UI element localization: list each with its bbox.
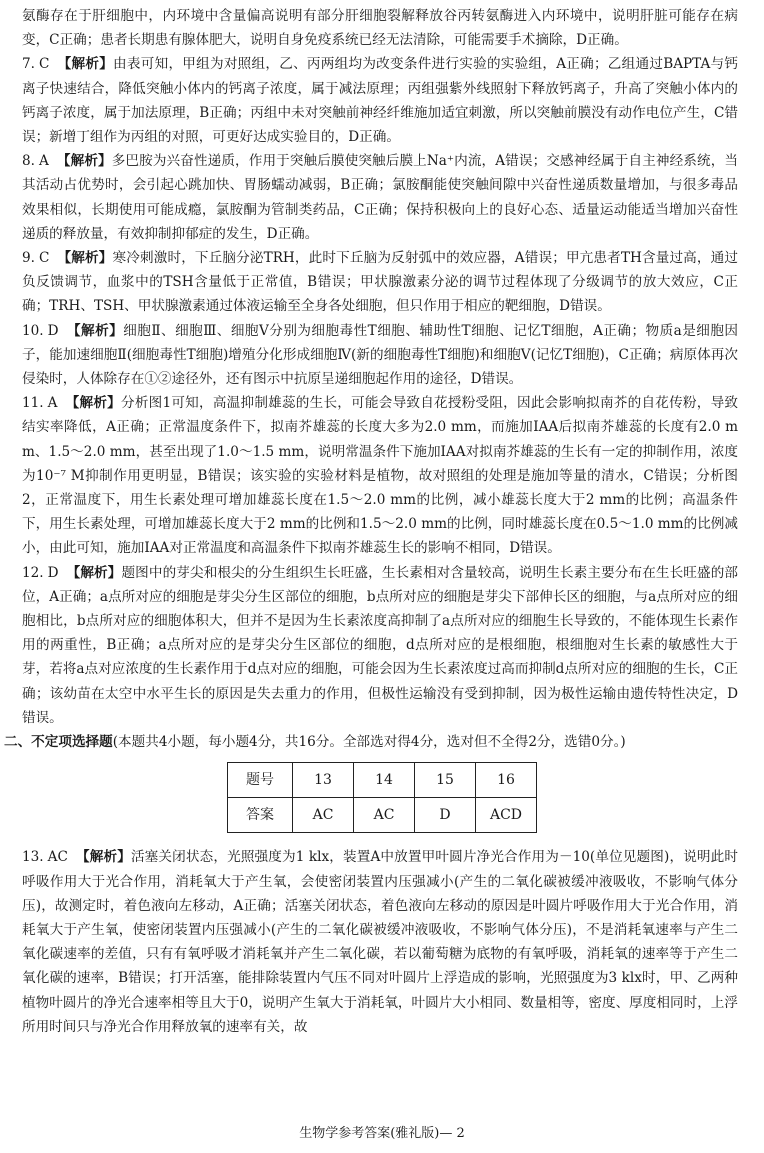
explanation-item-10 <box>0 319 764 392</box>
explanation-item-11 <box>0 391 764 560</box>
item-text: 寒冷刺激时，下丘脑分泌TRH，此时下丘脑为反射弧中的效应器，A错误；甲亢患者TH含量过高，通过负反馈调节，血浆中的TSH含量低于正常值，B错误；甲状腺激素分泌的调节过程体现了分级调节的放大效应，C正确；TRH、TSH、甲状腺激素通过体液运输至全身各处细胞，但只作用于相应的靶细胞，D错误。 <box>22 250 738 315</box>
table-row-numbers <box>228 763 537 798</box>
table-cell: 14 <box>354 763 415 798</box>
answer-table <box>227 762 537 833</box>
explanation-item-7 <box>0 52 764 149</box>
item-answer: D <box>47 322 59 339</box>
item-answer: D <box>47 564 59 581</box>
table-cell: 15 <box>415 763 476 798</box>
item-number: 9. <box>22 250 35 267</box>
item-number: 10. <box>22 322 44 339</box>
explanation-item-8 <box>0 149 764 246</box>
analysis-tag: 【解析】 <box>56 153 112 170</box>
item-text: 多巴胺为兴奋性递质，作用于突触后膜使突触后膜上Na⁺内流，A错误；交感神经属于自主神经系统，当其活动占优势时，会引起心跳加快、胃肠蠕动减弱，B正确；氯胺酮能使突触间隙中兴奋性递质数量增加，与很多毒品效果相似，长期使用可能成瘾，氯胺酮为管制类药品，C正确；保持积极向上的良好心态、适量运动能适当增加兴奋性递质的释放量，有效抑制抑郁症的发生，D正确。 <box>22 153 738 242</box>
item-number: 12. <box>22 564 44 581</box>
table-cell: ACD <box>476 798 537 833</box>
answer-page <box>0 4 764 1039</box>
table-cell: 16 <box>476 763 537 798</box>
table-cell: AC <box>293 798 354 833</box>
item-answer: C <box>38 56 50 73</box>
item-answer: A <box>47 395 58 412</box>
analysis-tag: 【解析】 <box>65 395 121 412</box>
single-choice-explanations <box>0 52 764 730</box>
item-number: 13. <box>22 849 44 866</box>
analysis-tag: 【解析】 <box>57 250 113 267</box>
item-text: 分析图1可知，高温抑制雄蕊的生长，可能会导致自花授粉受阻，因此会影响拟南芥的自花传粉，导致结实率降低，A正确；正常温度条件下，拟南芥雄蕊的长度大多为2.0 mm，而施加IAA后拟南芥雄蕊的长度有2.0 mm、1.5～2.0 mm，甚至出现了1.0～1.5 mm，说明常温条件下施加IAA对拟南芥雄蕊的生长有一定的抑制作用，浓度为10⁻⁷ M抑制作用更明显，B错误；该实验的实验材料是植物，故对照组的处理是施加等量的清水，C错误；分析图2，正常温度下，用生长素处理可增加雄蕊长度在1.5～2.0 mm的比例，减小雄蕊长度大于2 mm的比例；高温条件下，用生长素处理，可增加雄蕊长度大于2 mm的比例和1.5～2.0 mm的比例，同时雄蕊长度在0.5～1.0 mm的比例减小，由此可知，施加IAA对正常温度和高温条件下拟南芥雄蕊生长的影响不相同，D错误。 <box>22 395 738 557</box>
analysis-tag: 【解析】 <box>75 849 131 866</box>
explanation-item-9 <box>0 246 764 319</box>
table-cell: 13 <box>293 763 354 798</box>
explanation-item-13 <box>0 845 764 1039</box>
item-number: 11. <box>22 395 44 412</box>
table-cell: D <box>415 798 476 833</box>
item-answer: C <box>38 250 50 267</box>
item-text: 由表可知，甲组为对照组，乙、丙两组均为改变条件进行实验的实验组，A正确；乙组通过BAPTA与钙离子快速结合，降低突触小体内的钙离子浓度，属于减法原理；丙组强紫外线照射下释放钙离子，升高了突触小体内的钙离子浓度，属于加法原理，B正确；丙组中未对突触前神经纤维施加适宜刺激，所以突触前膜没有动作电位产生，C错误；新增丁组作为丙组的对照，可更好达成实验目的，D正确。 <box>22 56 738 146</box>
item-text: 活塞关闭状态，光照强度为1 klx，装置A中放置甲叶圆片净光合作用为－10(单位见题图)，说明此时呼吸作用大于光合作用，消耗氧大于产生氧，会使密闭装置内压强减小(产生的二氧化碳被缓冲液吸收，不影响气体分压)，故测定时，着色液向左移动，A正确；活塞关闭状态，着色液向左移动的原因是叶圆片呼吸作用大于光合作用，消耗氧大于产生氧，使密闭装置内压强减小(产生的二氧化碳被缓冲液吸收，不影响气体分压)，不是消耗氧速率与产生二氧化碳速率的差值，只有有氧呼吸才消耗氧并产生二氧化碳，若以葡萄糖为底物的有氧呼吸，消耗氧的速率等于产生二氧化碳的速率，B错误；打开活塞，能排除装置内气压不同对叶圆片上浮造成的影响，光照强度为3 klx时，甲、乙两种植物叶圆片的净光合速率相等且大于0，说明产生氧大于消耗氧，叶圆片大小相同、数量相等，密度、厚度相同时，上浮所用时间只与净光合作用释放氧的速率有关，故 <box>22 849 738 1035</box>
intro-paragraph: 氨酶存在于肝细胞中，内环境中含量偏高说明有部分肝细胞裂解释放谷丙转氨酶进入内环境中，说明肝脏可能存在病变，C正确；患者长期患有腺体肥大，说明自身免疫系统已经无法清除，可能需要手术摘除，D正确。 <box>22 8 738 49</box>
analysis-tag: 【解析】 <box>57 56 114 73</box>
table-cell: AC <box>354 798 415 833</box>
item-text: 题图中的芽尖和根尖的分生组织生长旺盛，生长素相对含量较高，说明生长素主要分布在生长旺盛的部位，A正确；a点所对应的细胞是芽尖分生区部位的细胞，b点所对应的细胞是芽尖下部伸长区的细胞，与a点所对应的细胞相比，b点所对应的细胞体积大，但并不是因为生长素浓度高抑制了a点所对应的细胞生长导致的，不能体现生长素作用的两重性，B正确；a点所对应的是芽尖分生区部位的细胞，d点所对应的是根细胞，根细胞对生长素的敏感性大于芽，若将a点对应浓度的生长素作用于d点对应的细胞，可能会因为生长素浓度过高而抑制d点所对应的细胞的生长，C正确；该幼苗在太空中水平生长的原因是失去重力的作用，但极性运输没有受到抑制，因为极性运输由遗传特性决定，D错误。 <box>22 564 739 726</box>
table-header-answer: 答案 <box>228 798 293 833</box>
section-title: 二、不定项选择题 <box>4 734 113 751</box>
explanation-item-12 <box>0 561 764 730</box>
page-footer: 生物学参考答案(雅礼版)— 2 <box>299 1126 465 1141</box>
section-note: (本题共4小题，每小题4分，共16分。全部选对得4分，选对但不全得2分，选错0分。) <box>112 734 626 751</box>
item-answer: AC <box>47 849 68 866</box>
table-row-answers <box>228 798 537 833</box>
section-heading <box>0 730 764 754</box>
item-number: 7. <box>22 56 35 73</box>
item-number: 8. <box>22 153 35 170</box>
item-answer: A <box>38 153 49 170</box>
analysis-tag: 【解析】 <box>66 564 122 581</box>
table-header-number: 题号 <box>228 763 293 798</box>
analysis-tag: 【解析】 <box>66 322 124 339</box>
item-text: 细胞Ⅱ、细胞Ⅲ、细胞Ⅴ分别为细胞毒性T细胞、辅助性T细胞、记忆T细胞，A正确；物质a是细胞因子，能加速细胞Ⅱ(细胞毒性T细胞)增殖分化形成细胞Ⅳ(新的细胞毒性T细胞)和细胞Ⅴ(记忆T细胞)，C正确；病原体再次侵染时，人体除存在①②途径外，还有图示中抗原呈递细胞起作用的途径，D错误。 <box>22 322 738 388</box>
